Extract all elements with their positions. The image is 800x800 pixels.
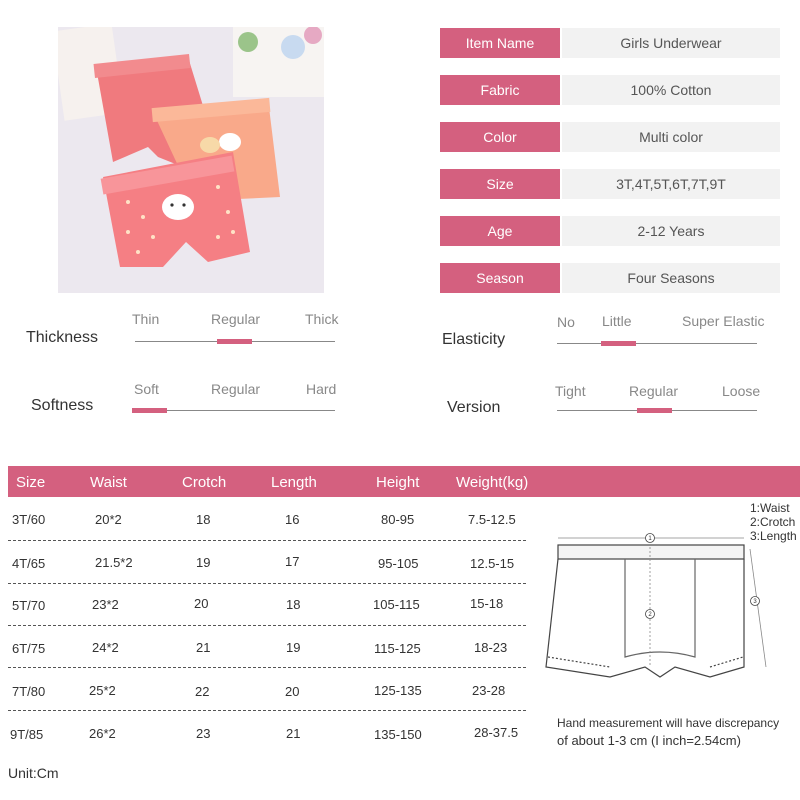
thickness-selected-mark [217,339,252,344]
cell-size: 3T/60 [12,512,46,527]
elasticity-track [557,343,757,344]
thickness-option-regular: Regular [211,311,261,327]
cell-height: 125-135 [374,683,422,698]
header-weight: Weight(kg) [456,474,529,491]
cell-weight: 12.5-15 [470,556,515,571]
legend-crotch: 2:Crotch [750,515,796,529]
header-waist: Waist [90,474,127,491]
row-divider [8,583,526,584]
cell-length: 21 [286,726,301,741]
cell-crotch: 19 [196,555,211,570]
legend-length: 3:Length [750,529,797,543]
spec-row-item-name [440,28,780,58]
spec-value: Girls Underwear [562,28,780,58]
spec-label: Season [440,263,560,293]
cell-crotch: 22 [195,684,210,699]
elasticity-option-no: No [557,314,575,330]
spec-row-age [440,216,780,246]
cell-height: 135-150 [374,727,422,742]
cell-waist: 26*2 [89,726,116,741]
measurement-diagram [540,527,780,697]
softness-option-hard: Hard [306,381,337,397]
version-option-tight: Tight [555,383,586,399]
legend-waist: 1:Waist [750,501,790,515]
header-crotch: Crotch [182,474,227,491]
thickness-option-thick: Thick [305,311,339,327]
cell-height: 80-95 [381,512,415,527]
cell-length: 20 [285,684,300,699]
diagram-label-waist: 1 [648,536,652,542]
spec-label: Size [440,169,560,199]
cell-crotch: 18 [196,512,211,527]
cell-crotch: 23 [196,726,211,741]
product-illustration [58,27,324,293]
diagram-label-crotch: 2 [648,612,652,618]
cell-height: 105-115 [373,597,420,612]
cell-length: 19 [286,640,301,655]
cell-length: 16 [285,512,300,527]
unit-label: Unit:Cm [8,765,59,781]
header-length: Length [271,474,317,491]
thickness-option-thin: Thin [132,311,160,327]
softness-option-soft: Soft [134,381,159,397]
measurement-note-line1: Hand measurement will have discrepancy [557,716,780,730]
cell-size: 4T/65 [12,556,46,571]
cell-size: 5T/70 [12,598,46,613]
product-photo [58,27,324,293]
cell-crotch: 21 [196,640,211,655]
cell-waist: 25*2 [89,683,116,698]
elasticity-option-little: Little [602,313,632,329]
spec-row-color [440,122,780,152]
header-size: Size [16,474,46,491]
spec-row-season [440,263,780,293]
spec-value: 3T,4T,5T,6T,7T,9T [562,169,780,199]
version-option-loose: Loose [722,383,761,399]
softness-selected-mark [132,408,167,413]
cell-size: 9T/85 [10,727,44,742]
spec-row-fabric [440,75,780,105]
cell-weight: 18-23 [474,640,508,655]
version-selected-mark [637,408,672,413]
version-option-regular: Regular [629,383,679,399]
cell-weight: 23-28 [472,683,506,698]
spec-value: Four Seasons [562,263,780,293]
thickness-title: Thickness [26,329,99,346]
cell-height: 95-105 [378,556,419,571]
spec-row-size [440,169,780,199]
softness-option-regular: Regular [211,381,261,397]
cell-weight: 15-18 [470,596,504,611]
cell-length: 18 [286,597,301,612]
elasticity-selected-mark [601,341,636,346]
cell-size: 7T/80 [12,684,46,699]
cell-waist: 21.5*2 [95,555,133,570]
spec-value: 2-12 Years [562,216,780,246]
elasticity-title: Elasticity [442,331,506,348]
row-divider [8,710,526,711]
row-divider [8,625,526,626]
spec-label: Item Name [440,28,560,58]
elasticity-option-super-elastic: Super Elastic [682,313,765,329]
cell-weight: 7.5-12.5 [468,512,516,527]
header-height: Height [376,474,420,491]
measurement-note-line2: of about 1-3 cm (I inch=2.54cm) [557,733,741,748]
cell-waist: 23*2 [92,597,119,612]
spec-label: Age [440,216,560,246]
spec-label: Color [440,122,560,152]
row-divider [8,667,526,668]
softness-title: Softness [31,397,94,414]
cell-height: 115-125 [374,641,421,656]
cell-waist: 20*2 [95,512,122,527]
spec-value: Multi color [562,122,780,152]
cell-length: 17 [285,554,300,569]
cell-size: 6T/75 [12,641,46,656]
row-divider [8,540,526,541]
version-title: Version [447,399,501,416]
diagram-label-length: 3 [753,599,757,605]
cell-crotch: 20 [194,596,209,611]
cell-weight: 28-37.5 [474,725,519,740]
cell-waist: 24*2 [92,640,119,655]
spec-label: Fabric [440,75,560,105]
spec-value: 100% Cotton [562,75,780,105]
